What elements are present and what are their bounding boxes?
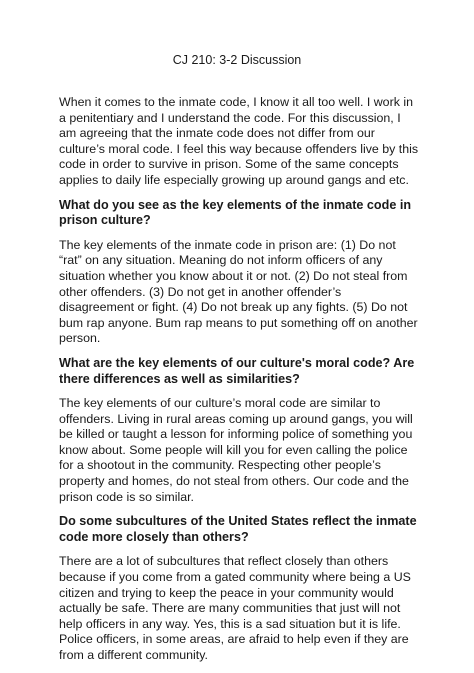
question-3-heading: Do some subcultures of the United States reflect the inmate code more closely than others? — [59, 514, 417, 544]
document-title: CJ 210: 3-2 Discussion — [172, 53, 302, 67]
intro-paragraph: When it comes to the inmate code, I know it all too well. I work in a penitentiary and I understand the code. For this discussion, I am agreeing that the inmate code does not differ from our culture’s moral code. I feel this way because offenders live by this code in order to survive in prison. Some of the same concepts applies to daily life especially growing up around gangs and etc. — [59, 95, 419, 187]
answer-3-paragraph: There are a lot of subcultures that reflect closely than others because if you come from a gated community where being a US citizen and trying to keep the peace in your community would actually be safe. There are many communities that just will not help officers in any way. Yes, this is a sad situation but it is life. Police officers, in some areas, are afraid to help even if they are from a different community. — [59, 554, 411, 662]
document-body — [59, 95, 419, 673]
answer-1-paragraph: The key elements of the inmate code in prison are: (1) Do not “rat” on any situation. Meaning do not inform officers of any situation whether you know about it or not. (2) Do not steal from other offenders. (3) Do not get in another offender’s disagreement or fight. (4) Do not break up any fights. (5) Do not bum rap anyone. Bum rap means to put something off on another person. — [59, 237, 418, 346]
question-1-heading: What do you see as the key elements of the inmate code in prison culture? — [59, 197, 412, 228]
question-2-heading: What are the key elements of our culture's moral code? Are there differences as well as similarities? — [59, 355, 415, 386]
answer-2-paragraph: The key elements of our culture’s moral code are similar to offenders. Living in rural areas coming up around gangs, you will be killed or taught a lesson for informing police of something you know about. Some people will kill you for even calling the police for a shootout in the community. Respecting other people’s property and homes, do not steal from others. Our code and the prison code is so similar. — [59, 396, 413, 504]
